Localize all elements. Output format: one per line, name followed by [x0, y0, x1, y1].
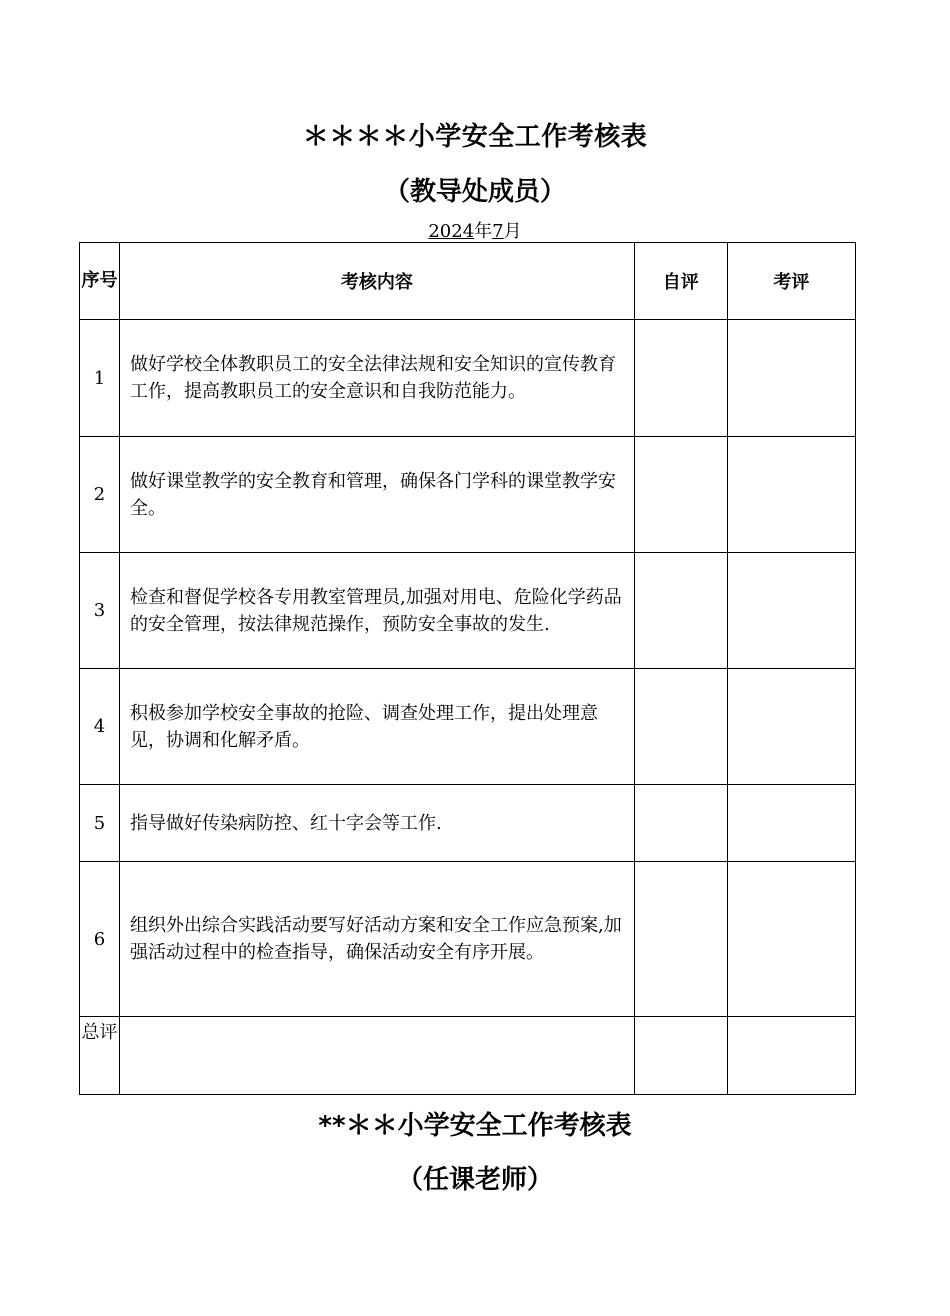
table-row — [80, 862, 856, 1017]
total-review-cell[interactable] — [727, 1017, 855, 1095]
table-row — [80, 320, 856, 437]
row-no: 3 — [80, 553, 120, 669]
table-row — [80, 669, 856, 785]
row-no: 1 — [80, 320, 120, 437]
date-year: 2024 — [428, 221, 475, 242]
table-row — [80, 437, 856, 553]
row-content: 积极参加学校安全事故的抢险、调查处理工作，提出处理意见，协调和化解矛盾。 — [120, 669, 635, 785]
self-eval-cell[interactable] — [634, 553, 727, 669]
total-content-cell[interactable] — [120, 1017, 635, 1095]
self-eval-cell[interactable] — [634, 320, 727, 437]
review-cell[interactable] — [727, 437, 855, 553]
self-eval-cell[interactable] — [634, 785, 727, 862]
total-self-eval-cell[interactable] — [634, 1017, 727, 1095]
self-eval-cell[interactable] — [634, 669, 727, 785]
header-self-eval: 自评 — [634, 243, 727, 320]
row-no: 6 — [80, 862, 120, 1017]
self-eval-cell[interactable] — [634, 862, 727, 1017]
review-cell[interactable] — [727, 669, 855, 785]
review-cell[interactable] — [727, 862, 855, 1017]
row-content: 做好课堂教学的安全教育和管理，确保各门学科的课堂教学安全。 — [120, 437, 635, 553]
second-form-subtitle: （任课老师） — [396, 1165, 553, 1195]
row-content: 做好学校全体教职员工的安全法律法规和安全知识的宣传教育工作，提高教职员工的安全意识和自我防范能力。 — [120, 320, 635, 437]
row-no: 4 — [80, 669, 120, 785]
second-form-title: **＊＊小学安全工作考核表 — [318, 1111, 632, 1141]
header-review: 考评 — [727, 243, 855, 320]
review-cell[interactable] — [727, 785, 855, 862]
total-row — [80, 1017, 856, 1095]
assessment-table — [79, 242, 856, 1095]
form-date — [0, 217, 950, 243]
date-month-suffix: 月 — [503, 221, 522, 242]
form-title: ＊＊＊＊小学安全工作考核表 — [302, 122, 648, 152]
table-row — [80, 785, 856, 862]
row-no: 5 — [80, 785, 120, 862]
row-content: 组织外出综合实践活动要写好活动方案和安全工作应急预案,加强活动过程中的检查指导，确保活动安全有序开展。 — [120, 862, 635, 1017]
form-subtitle: （教导处成员） — [383, 177, 566, 207]
table-row — [80, 553, 856, 669]
header-no: 序号 — [80, 243, 120, 320]
date-year-suffix: 年 — [474, 221, 493, 242]
date-month: 7 — [492, 221, 504, 242]
table-header-row — [80, 243, 856, 320]
total-label: 总评 — [80, 1017, 120, 1095]
row-content: 指导做好传染病防控、红十字会等工作. — [120, 785, 635, 862]
row-no: 2 — [80, 437, 120, 553]
review-cell[interactable] — [727, 553, 855, 669]
self-eval-cell[interactable] — [634, 437, 727, 553]
header-content: 考核内容 — [120, 243, 635, 320]
row-content: 检查和督促学校各专用教室管理员,加强对用电、危险化学药品的安全管理，按法律规范操作，预防安全事故的发生. — [120, 553, 635, 669]
review-cell[interactable] — [727, 320, 855, 437]
